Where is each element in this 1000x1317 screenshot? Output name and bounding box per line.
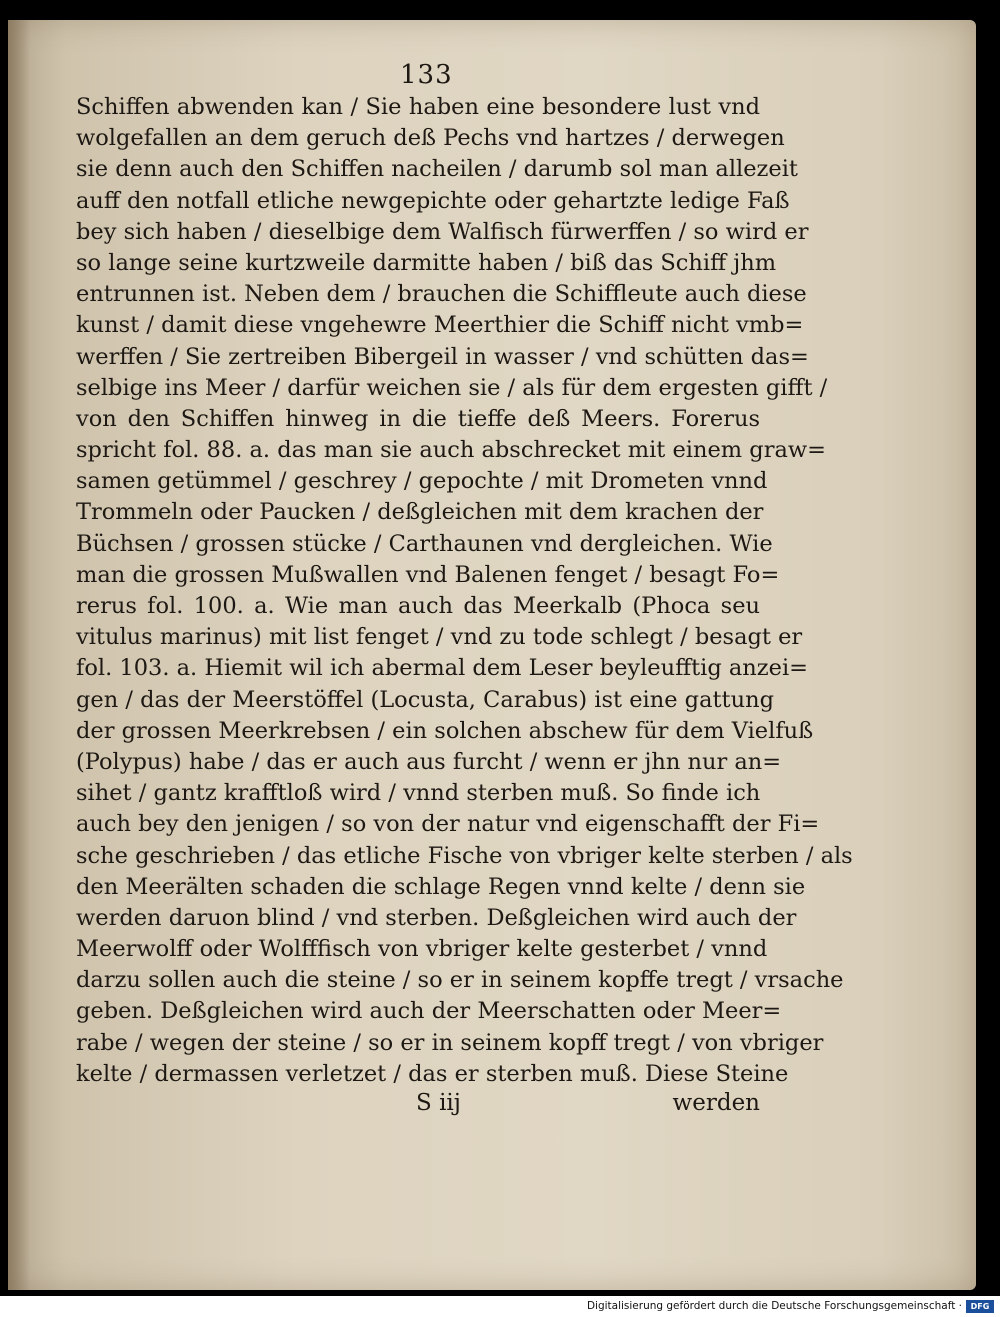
catchword: werden: [672, 1090, 760, 1116]
text-line: vitulus marinus) mit list fenget / vnd zu tode schlegt / besagt er: [76, 624, 803, 651]
text-line: fol. 103. a. Hiemit wil ich abermal dem Leser beyleufftig anzei=: [76, 655, 808, 682]
text-line: so lange seine kurtzweile darmitte haben / biß das Schiff jhm: [76, 249, 777, 276]
text-line: kunst / damit diese vngehewre Meerthier die Schiff nicht vmb=: [76, 312, 804, 339]
text-line: Trommeln oder Paucken / deßgleichen mit dem krachen der: [76, 499, 764, 526]
text-line: auff den notfall etliche newgepichte oder gehartzte ledige Faß: [76, 187, 790, 214]
page-number: 133: [400, 60, 453, 90]
text-line: sie denn auch den Schiffen nacheilen / darumb sol man allezeit: [76, 156, 798, 183]
text-line: kelte / dermassen verletzet / das er sterben muß. Diese Steine: [76, 1060, 789, 1087]
text-line: rerus fol. 100. a. Wie man auch das Meerkalb (Phoca seu: [76, 593, 760, 619]
digitization-footer: [0, 1296, 1000, 1317]
text-line: rabe / wegen der steine / so er in seinem kopff tregt / von vbriger: [76, 1029, 824, 1056]
funding-notice: Digitalisierung gefördert durch die Deutsche Forschungsgemeinschaft ·: [586, 1300, 962, 1312]
text-line: spricht fol. 88. a. das man sie auch abschrecket mit einem graw=: [76, 437, 826, 464]
text-line: den Meerälten schaden die schlage Regen vnnd kelte / denn sie: [76, 873, 806, 900]
signature-mark: S iij: [416, 1090, 461, 1116]
text-line: geben. Deßgleichen wird auch der Meerschatten oder Meer=: [76, 998, 782, 1025]
text-line: Büchsen / grossen stücke / Carthaunen vnd dergleichen. Wie: [76, 530, 773, 557]
text-line: Schiffen abwenden kan / Sie haben eine besondere lust vnd: [76, 94, 760, 120]
text-line: der grossen Meerkrebsen / ein solchen abschew für dem Vielfuß: [76, 717, 814, 744]
text-line: Meerwolff oder Wolfffisch von vbriger kelte gesterbet / vnnd: [76, 936, 768, 963]
text-line: samen getümmel / geschrey / gepochte / mit Drometen vnnd: [76, 468, 768, 495]
text-line: sihet / gantz krafftloß wird / vnnd sterben muß. So finde ich: [76, 780, 761, 807]
page-spine-shadow: [8, 20, 30, 1290]
text-line: bey sich haben / dieselbige dem Walfisch fürwerffen / so wird er: [76, 218, 809, 245]
body-text: [76, 92, 853, 1090]
text-line: auch bey den jenigen / so von der natur vnd eigenschafft der Fi=: [76, 811, 820, 838]
page-bottom-marks: [76, 1090, 760, 1124]
text-line: entrunnen ist. Neben dem / brauchen die Schiffleute auch diese: [76, 281, 807, 308]
text-line: gen / das der Meerstöffel (Locusta, Carabus) ist eine gattung: [76, 686, 774, 713]
text-line: darzu sollen auch die steine / so er in seinem kopffe tregt / vrsache: [76, 967, 844, 994]
text-line: sche geschrieben / das etliche Fische von vbriger kelte sterben / als: [76, 842, 853, 869]
dfg-logo: DFG: [966, 1300, 994, 1313]
text-line: man die grossen Mußwallen vnd Balenen fenget / besagt Fo=: [76, 561, 780, 588]
text-line: von den Schiffen hinweg in die tieffe deß Meers. Forerus: [76, 405, 760, 432]
text-line: werffen / Sie zertreiben Bibergeil in wasser / vnd schütten das=: [76, 343, 809, 370]
text-line: werden daruon blind / vnd sterben. Deßgleichen wird auch der: [76, 904, 797, 931]
text-line: (Polypus) habe / das er auch aus furcht / wenn er jhn nur an=: [76, 748, 782, 775]
text-line: selbige ins Meer / darfür weichen sie / als für dem ergesten gifft /: [76, 374, 828, 401]
text-line: wolgefallen an dem geruch deß Pechs vnd hartzes / derwegen: [76, 125, 785, 152]
